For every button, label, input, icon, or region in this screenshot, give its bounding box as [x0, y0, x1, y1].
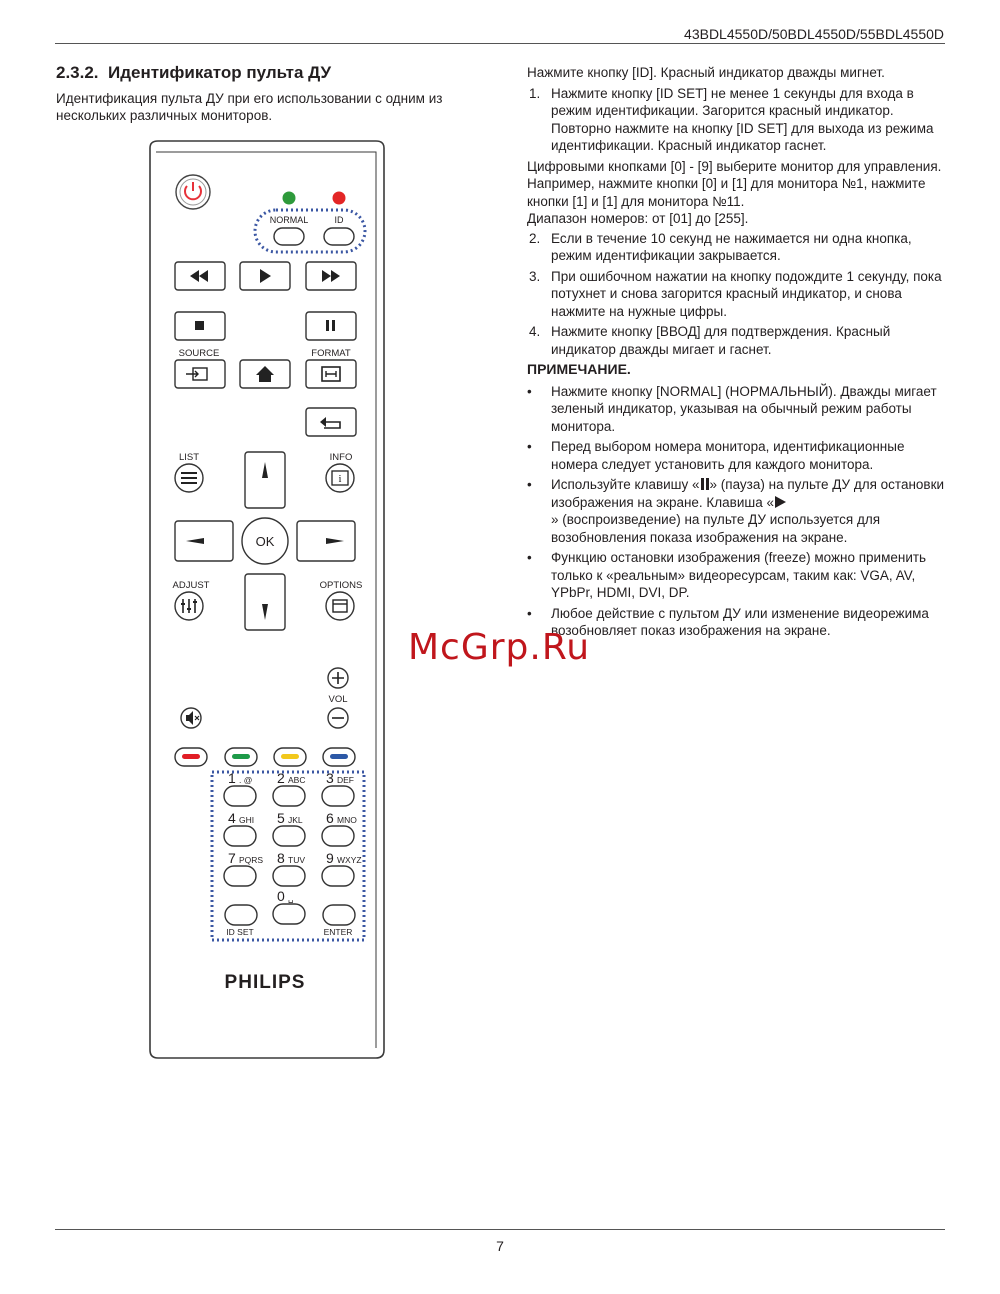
- adjust-label: ADJUST: [172, 580, 210, 591]
- enter-button[interactable]: [323, 905, 355, 925]
- vol-label: VOL: [328, 694, 348, 705]
- bullet: •: [527, 477, 532, 492]
- note-3c-text: » (воспроизведение) на пульте ДУ используется для возобновления показа изображения на экране.: [551, 512, 881, 545]
- id-set-label: ID SET: [226, 927, 254, 937]
- play-icon: [774, 496, 786, 508]
- note-item: [527, 438, 947, 473]
- info-button[interactable]: [326, 464, 354, 492]
- adjust-button[interactable]: [175, 592, 203, 620]
- yellow-key[interactable]: [274, 748, 306, 766]
- step-3-text: При ошибочном нажатии на кнопку подождите 1 секунду, пока потухнет и снова загорится красный индикатор, и снова нажмите на нужные цифры.: [551, 268, 942, 319]
- digit-3-letters: DEF: [337, 775, 354, 785]
- rewind-button[interactable]: [175, 262, 225, 290]
- digit-3-label: 3: [326, 770, 334, 786]
- source-button[interactable]: [175, 360, 225, 388]
- digit-4-letters: GHI: [239, 815, 255, 825]
- step-3: [527, 268, 947, 321]
- digit-8-label: 8: [277, 850, 285, 866]
- green-key[interactable]: [225, 748, 257, 766]
- digit-8-button[interactable]: [273, 850, 305, 886]
- step-4: [527, 323, 947, 358]
- id-set-button[interactable]: [225, 905, 257, 925]
- pause-icon: [700, 478, 710, 490]
- note-list: [527, 383, 947, 640]
- digit-0-label: 0: [277, 888, 285, 904]
- format-label: FORMAT: [311, 348, 351, 359]
- example-para: Например, нажмите кнопки [0] и [1] для монитора №1, нажмите кнопки [1] и [1] для монитора №11.: [527, 176, 926, 209]
- step-1: [527, 85, 947, 155]
- normal-label: NORMAL: [269, 215, 309, 225]
- play-button[interactable]: [240, 262, 290, 290]
- note-5-text: Любое действие с пультом ДУ или изменение видеорежима возобновляет показ изображения на экране.: [551, 605, 929, 638]
- digit-1-label: 1: [228, 770, 236, 786]
- right-button[interactable]: [297, 521, 355, 561]
- list-button[interactable]: [175, 464, 203, 492]
- up-button[interactable]: [245, 452, 285, 508]
- volume-up-button[interactable]: [328, 668, 348, 688]
- note-4-text: Функцию остановки изображения (freeze) можно применить только к «реальным» видеоресурсам, таким как: VGA, AV, YPbPr, HDMI, DVI, DP.: [551, 550, 927, 600]
- digit-5-label: 5: [277, 810, 285, 826]
- digit-7-letters: PQRS: [239, 855, 264, 865]
- bullet: •: [527, 605, 532, 621]
- note-1-text: Нажмите кнопку [NORMAL] (НОРМАЛЬНЫЙ). Дважды мигает зеленый индикатор, указывая на обычный режим работы монитора.: [551, 383, 937, 434]
- svg-text:i: i: [338, 474, 342, 485]
- bullet: •: [527, 439, 532, 454]
- step-2: [527, 230, 947, 265]
- digit-6-label: 6: [326, 810, 334, 826]
- note-title: ПРИМЕЧАНИЕ.: [527, 361, 631, 377]
- source-label: SOURCE: [178, 348, 220, 359]
- digit-0-letters: ␣: [288, 893, 294, 903]
- enter-label: ENTER: [323, 927, 353, 937]
- digit-3-button[interactable]: [322, 770, 354, 806]
- info-label: INFO: [329, 452, 353, 463]
- step-list-b: [527, 230, 947, 359]
- digit-4-label: 4: [228, 810, 236, 826]
- options-button[interactable]: [326, 592, 354, 620]
- stop-button[interactable]: [175, 312, 225, 340]
- red-key[interactable]: [175, 748, 207, 766]
- blue-key[interactable]: [323, 748, 355, 766]
- step-list-a: [527, 85, 947, 155]
- pause-button[interactable]: [306, 312, 356, 340]
- back-button[interactable]: [306, 408, 356, 436]
- step-4-number: 4.: [529, 324, 541, 339]
- options-label: OPTIONS: [319, 580, 363, 591]
- digit-9-letters: WXYZ: [337, 855, 362, 865]
- volume-down-button[interactable]: [328, 708, 348, 728]
- id-label: ID: [334, 215, 344, 225]
- step-2-text: Если в течение 10 секунд не нажимается ни одна кнопка, режим идентификации закрывается.: [551, 230, 912, 263]
- fast-forward-button[interactable]: [306, 262, 356, 290]
- note-item: [527, 383, 947, 436]
- digit-8-letters: TUV: [288, 855, 305, 865]
- home-button[interactable]: [240, 360, 290, 388]
- step-1-number: 1.: [529, 85, 541, 101]
- mute-button[interactable]: [181, 708, 201, 728]
- lead-text: Нажмите кнопку [ID]. Красный индикатор дважды мигнет.: [527, 65, 885, 80]
- digit-2-label: 2: [277, 770, 285, 786]
- note-item: [527, 549, 947, 602]
- digit-2-button[interactable]: [273, 770, 305, 806]
- digit-5-button[interactable]: [273, 810, 305, 846]
- instructions-column: [527, 64, 947, 643]
- digit-2-letters: ABC: [288, 775, 306, 785]
- step-1-text: Нажмите кнопку [ID SET] не менее 1 секунды для входа в режим идентификации. Загорится красный индикатор. Повторно нажмите на кнопку [ID SET] для выхода из режима идентификации. Красный индикатор гаснет.: [551, 85, 934, 153]
- power-button[interactable]: [176, 175, 210, 209]
- intro-text: Идентификация пульта ДУ при его использовании с одним из нескольких различных мониторов.: [56, 91, 443, 123]
- list-label: LIST: [178, 452, 200, 463]
- down-button[interactable]: [245, 574, 285, 630]
- digit-1-letters: . @: [239, 775, 253, 785]
- format-button[interactable]: [306, 360, 356, 388]
- normal-button[interactable]: [274, 228, 304, 245]
- note-item: [527, 476, 947, 546]
- digit-4-button[interactable]: [224, 810, 256, 846]
- green-led-indicator: [283, 192, 296, 205]
- footer-rule: [55, 1229, 945, 1230]
- ok-button[interactable]: [242, 518, 288, 564]
- page-number: 7: [496, 1238, 504, 1254]
- section-title: 2.3.2. Идентификатор пульта ДУ: [56, 63, 332, 82]
- document-model-header: 43BDL4550D/50BDL4550D/55BDL4550D: [684, 26, 944, 42]
- digits-para: Цифровыми кнопками [0] - [9] выберите монитор для управления.: [527, 158, 942, 174]
- left-button[interactable]: [175, 521, 233, 561]
- range-para: Диапазон номеров: от [01] до [255].: [527, 211, 749, 226]
- note-3a-text: Используйте клавишу «: [551, 477, 700, 492]
- step-3-number: 3.: [529, 268, 541, 284]
- note-3b-text: » (пауза) на пульте ДУ для остановки изображения на экране. Клавиша «: [551, 477, 945, 510]
- digit-5-letters: JKL: [288, 815, 303, 825]
- digit-9-label: 9: [326, 850, 334, 866]
- note-2-text: Перед выбором номера монитора, идентификационные номера следует установить для каждого монитора.: [551, 439, 905, 472]
- id-button[interactable]: [324, 228, 354, 245]
- philips-logo: PHILIPS: [224, 972, 306, 993]
- digit-1-button[interactable]: [224, 770, 256, 806]
- digit-6-letters: MNO: [337, 815, 357, 825]
- step-2-number: 2.: [529, 230, 541, 246]
- step-4-text: Нажмите кнопку [ВВОД] для подтверждения. Красный индикатор дважды мигает и гаснет.: [551, 324, 891, 357]
- digit-7-label: 7: [228, 850, 236, 866]
- watermark: McGrp.Ru: [408, 627, 591, 668]
- bullet: •: [527, 383, 532, 399]
- ok-label: OK: [255, 534, 275, 549]
- red-led-indicator: [333, 192, 346, 205]
- bullet: •: [527, 550, 532, 565]
